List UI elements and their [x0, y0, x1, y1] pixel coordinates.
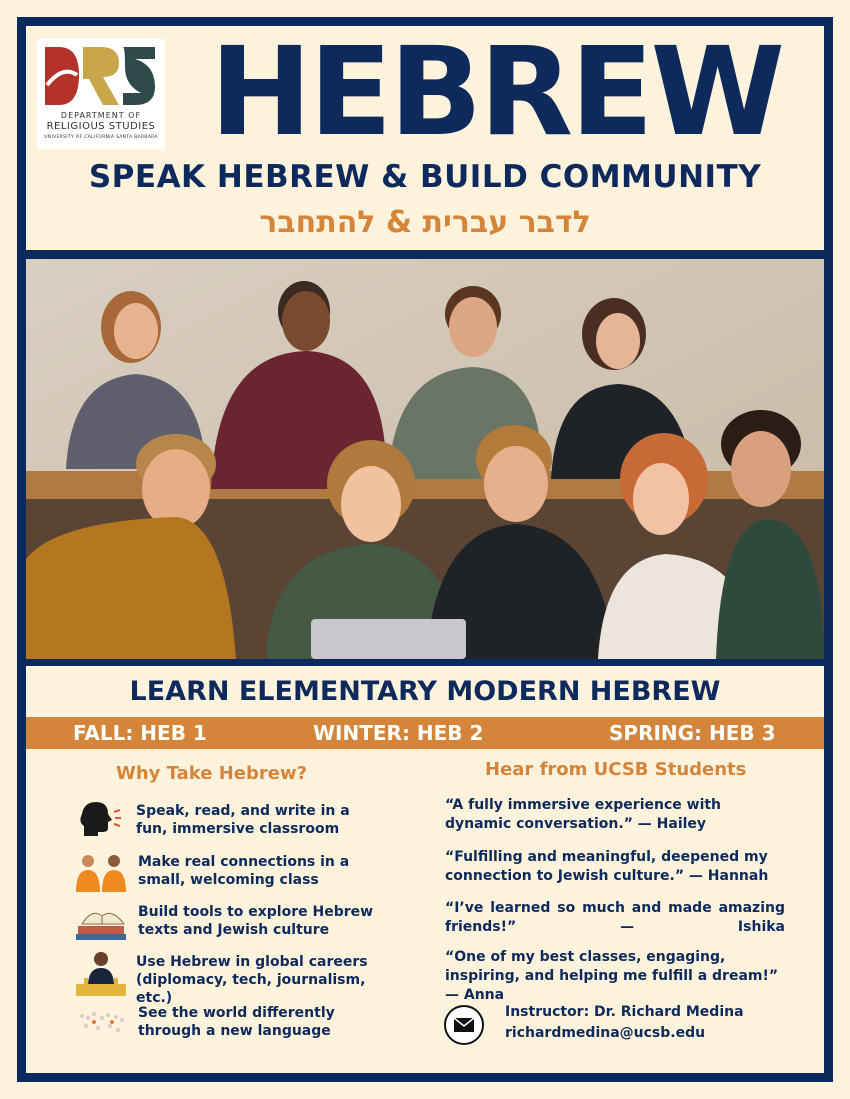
students-photo — [26, 259, 824, 659]
logo-line-2: RELIGIOUS STUDIES — [46, 121, 156, 132]
semester-bar — [26, 717, 824, 749]
people-talking-icon — [74, 852, 128, 898]
hebrew-tagline: לדבר עברית & להתחבר — [259, 205, 591, 240]
instructor-name: Instructor: Dr. Richard Medina — [505, 1004, 744, 1020]
student-quote-4: “One of my best classes, engaging, inspiring, and helping me fulfill a dream!” — Anna — [445, 949, 779, 1003]
students-group-photo-icon — [26, 259, 824, 659]
why-heading: Why Take Hebrew? — [116, 763, 308, 784]
why-item-3: Build tools to explore Hebrew texts and Jewish culture — [138, 904, 374, 939]
students-heading: Hear from UCSB Students — [485, 759, 747, 780]
speaking-head-icon — [78, 800, 122, 844]
logo-mark-icon — [43, 45, 159, 107]
student-quote-2: “Fulfilling and meaningful, deepened my connection to Jewish culture.” — Hannah — [445, 849, 769, 884]
envelope-icon — [444, 1005, 484, 1045]
divider — [26, 250, 824, 259]
semester-winter: WINTER: HEB 2 — [313, 721, 484, 745]
student-quote-1: “A fully immersive experience with dynamic conversation.” — Hailey — [445, 797, 722, 832]
header — [26, 21, 824, 259]
student-quote-3: “I’ve learned so much and made amazing friends!” — Ishika — [445, 900, 785, 935]
why-item-4: Use Hebrew in global careers (diplomacy, tech, journalism, etc.) — [136, 954, 368, 1007]
logo-line-1: DEPARTMENT OF — [60, 111, 142, 120]
department-logo — [37, 39, 165, 149]
why-item-5: See the world differently through a new language — [138, 1005, 335, 1040]
why-item-2: Make real connections in a small, welcoming class — [138, 854, 350, 889]
divider — [26, 659, 824, 666]
subtitle: SPEAK HEBREW & BUILD COMMUNITY — [88, 159, 762, 195]
diplomat-icon — [72, 950, 130, 1004]
books-icon — [74, 902, 128, 946]
why-item-1: Speak, read, and write in a fun, immersive classroom — [136, 803, 350, 838]
instructor-info — [505, 1002, 744, 1044]
logo-line-3: UNIVERSITY OF CALIFORNIA SANTA BARBARA — [44, 135, 158, 140]
world-map-icon — [74, 1008, 128, 1042]
page-title: HEBREW — [209, 21, 783, 163]
course-heading: LEARN ELEMENTARY MODERN HEBREW — [129, 676, 721, 707]
poster-frame — [17, 17, 833, 1082]
semester-fall: FALL: HEB 1 — [73, 721, 207, 745]
instructor-email[interactable]: richardmedina@ucsb.edu — [505, 1025, 706, 1041]
semester-spring: SPRING: HEB 3 — [609, 721, 776, 745]
